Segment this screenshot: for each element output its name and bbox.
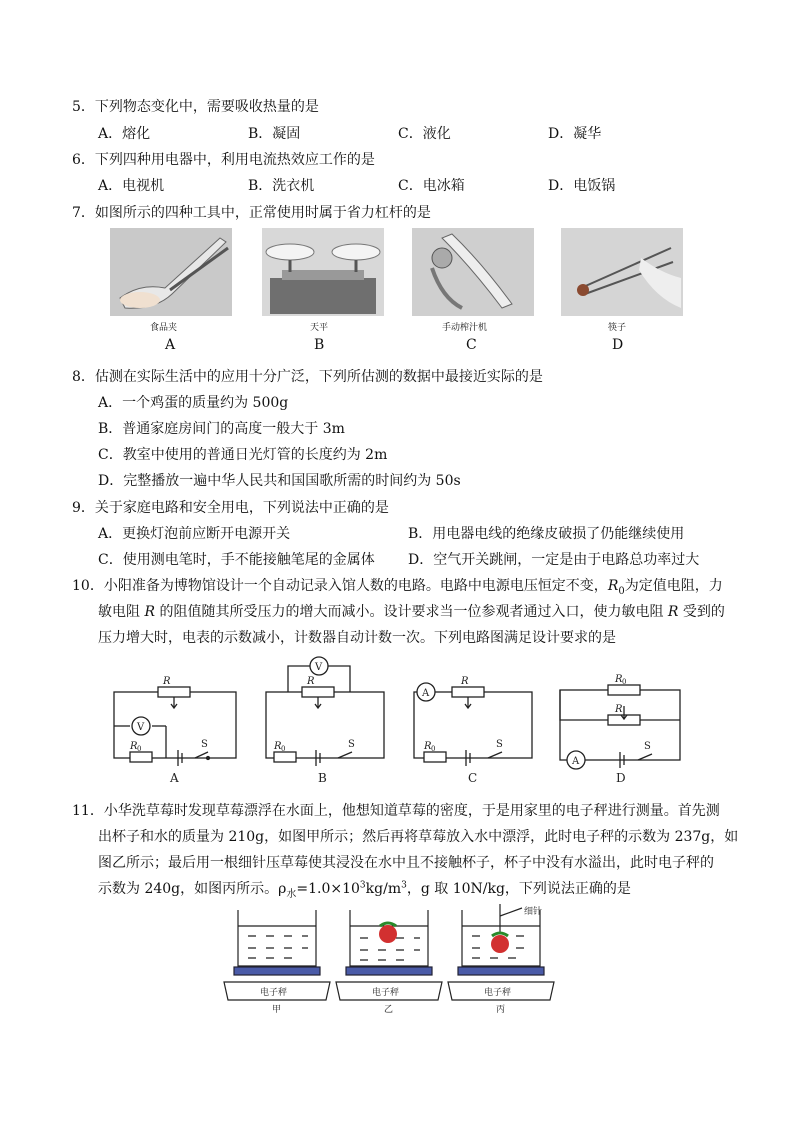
scale-label-bing: 电子秤 — [484, 988, 512, 998]
svg-text:V: V — [137, 722, 145, 733]
q10-line3: 压力增大时，电表的示数减小，计数器自动计数一次。下列电路图满足设计要求的是 — [98, 630, 616, 646]
svg-text:V: V — [315, 662, 323, 673]
q8-stem: 8．估测在实际生活中的应用十分广泛，下列所估测的数据中最接近实际的是 — [72, 369, 543, 385]
caption-balance: 天平 — [310, 323, 329, 333]
q5-option-b: B．凝固 — [248, 126, 301, 142]
svg-text:R: R — [163, 676, 171, 687]
q5-option-d: D．凝华 — [548, 126, 602, 142]
q9-option-b: B．用电器电线的绝缘皮破损了仍能继续使用 — [408, 526, 685, 542]
q7-letter-a: A — [165, 337, 176, 353]
q9-option-d: D．空气开关跳闸，一定是由于电路总功率过大 — [408, 552, 700, 568]
q11-line2: 出杯子和水的质量为 210g，如图甲所示；然后再将草莓放入水中漂浮，此时电子秤的示数为 237g，如 — [98, 829, 739, 845]
q11-line3: 图乙所示；最后用一根细针压草莓使其浸没在水中且不接触杯子，杯子中没有水溢出，此时电子秤的 — [98, 855, 714, 871]
svg-text:R: R — [307, 676, 315, 687]
q5-option-c: C．液化 — [398, 126, 451, 142]
q8-option-b: B．普通家庭房间门的高度一般大于 3m — [98, 421, 345, 437]
chopsticks-photo — [561, 228, 683, 316]
q7-letter-c: C — [466, 337, 477, 353]
svg-text:R: R — [274, 741, 282, 752]
balance-photo — [262, 228, 384, 316]
needle-label: 细针 — [524, 907, 543, 917]
svg-text:S: S — [496, 739, 503, 750]
q6-stem: 6．下列四种用电器中，利用电流热效应工作的是 — [72, 152, 375, 168]
q8-option-c: C．教室中使用的普通日光灯管的长度约为 2m — [98, 447, 388, 463]
circuit-c — [414, 683, 532, 766]
svg-text:R: R — [461, 676, 469, 687]
q10-line2: 敏电阻 R 的阻值随其所受压力的增大而减小。设计要求当一位参观者通过入口，使力敏电阻 R 受到的 — [98, 604, 725, 620]
scale-label-jia: 电子秤 — [260, 988, 288, 998]
scale-label-yi: 电子秤 — [372, 988, 400, 998]
q7-letter-b: B — [314, 337, 325, 353]
svg-text:A: A — [422, 688, 430, 699]
q6-option-d: D．电饭锅 — [548, 178, 616, 194]
q9-option-a: A．更换灯泡前应断开电源开关 — [98, 526, 291, 542]
svg-text:R: R — [615, 674, 623, 685]
svg-text:甲: 甲 — [272, 1005, 282, 1015]
svg-text:D: D — [616, 771, 626, 785]
q7-letter-d: D — [612, 337, 624, 353]
svg-text:A: A — [170, 771, 179, 785]
q11-scale-diagrams — [220, 904, 560, 1016]
circuit-a — [114, 687, 236, 766]
food-tongs-photo — [110, 228, 232, 316]
caption-food-tongs: 食品夹 — [150, 323, 178, 333]
scale-jia — [224, 910, 330, 1000]
q11-line4: 示数为 240g，如图丙所示。$\rho_水=1.0\times 10^3kg/m^3$，g 取 10N/kg，下列说法正确的是 — [98, 880, 631, 900]
q6-option-c: C．电冰箱 — [398, 178, 465, 194]
q5-option-a: A．熔化 — [98, 126, 151, 142]
svg-text:0: 0 — [137, 745, 142, 753]
svg-text:S: S — [201, 739, 208, 750]
q10-circuit-diagrams — [100, 652, 700, 792]
q6-option-a: A．电视机 — [98, 178, 165, 194]
svg-text:丙: 丙 — [496, 1005, 506, 1015]
svg-text:R: R — [615, 704, 623, 715]
svg-text:S: S — [348, 739, 355, 750]
svg-text:C: C — [468, 771, 478, 785]
svg-text:R: R — [424, 741, 432, 752]
q7-stem: 7．如图所示的四种工具中，正常使用时属于省力杠杆的是 — [72, 205, 431, 221]
svg-text:乙: 乙 — [384, 1005, 394, 1015]
svg-text:R: R — [130, 741, 138, 752]
svg-text:S: S — [644, 741, 651, 752]
svg-text:0: 0 — [622, 678, 627, 686]
svg-text:A: A — [572, 756, 580, 767]
q8-option-a: A．一个鸡蛋的质量约为 500g — [98, 395, 289, 411]
q10-line1: 10．小阳准备为博物馆设计一个自动记录入馆人数的电路。电路中电源电压恒定不变，$R_0$为定值电阻，力 — [72, 578, 723, 597]
q5-stem: 5．下列物态变化中，需要吸收热量的是 — [72, 99, 319, 115]
svg-text:0: 0 — [281, 745, 286, 753]
svg-text:B: B — [318, 771, 327, 785]
caption-juicer: 手动榨汁机 — [442, 323, 488, 333]
juicer-photo — [412, 228, 534, 316]
q6-option-b: B．洗衣机 — [248, 178, 315, 194]
q8-option-d: D．完整播放一遍中华人民共和国国歌所需的时间约为 50s — [98, 473, 461, 489]
q9-stem: 9．关于家庭电路和安全用电，下列说法中正确的是 — [72, 500, 389, 516]
q11-line1: 11．小华洗草莓时发现草莓漂浮在水面上，他想知道草莓的密度，于是用家里的电子秤进行测量。首先测 — [72, 803, 720, 819]
caption-chopsticks: 筷子 — [608, 323, 627, 333]
svg-text:0: 0 — [431, 745, 436, 753]
q9-option-c: C．使用测电笔时，手不能接触笔尾的金属体 — [98, 552, 375, 568]
